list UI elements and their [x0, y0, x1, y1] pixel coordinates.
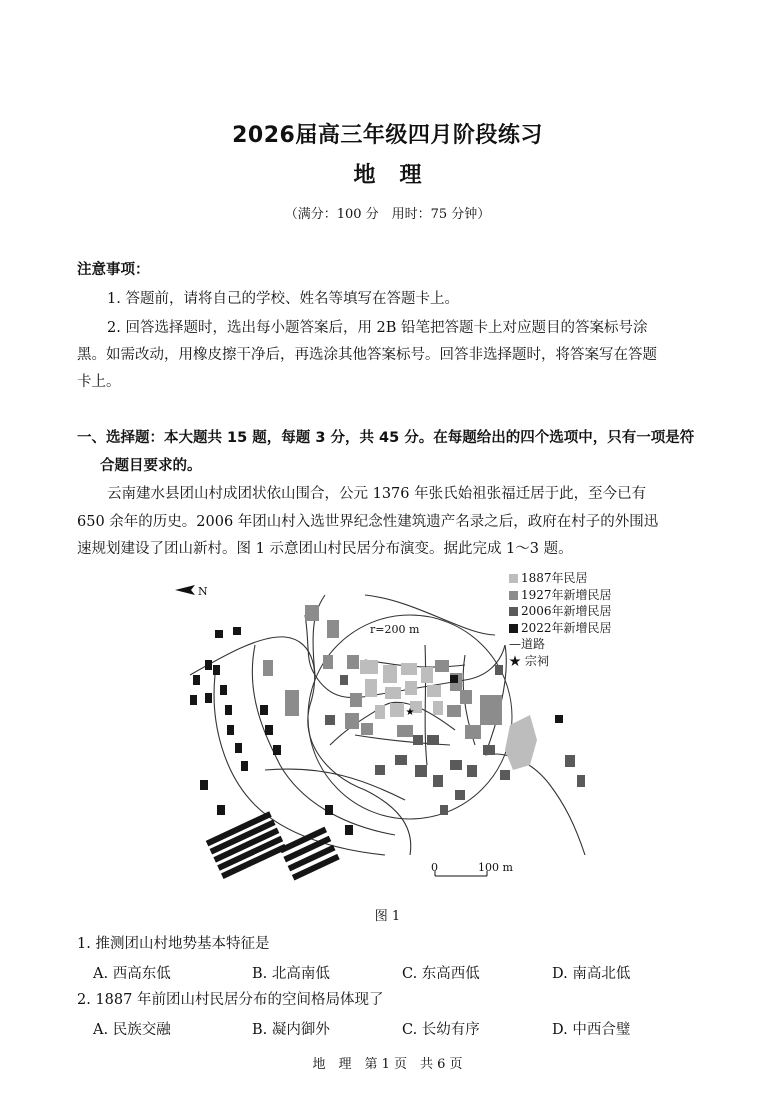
- temple-marker-icon: ★: [405, 707, 415, 718]
- notice-item-1: 1. 答题前，请将自己的学校、姓名等填写在答题卡上。: [107, 291, 459, 307]
- question-2-stem: 2. 1887 年前团山村民居分布的空间格局体现了: [77, 992, 384, 1008]
- notice-heading: 注意事项：: [77, 262, 150, 278]
- legend-label: 2022年新增民居: [521, 620, 612, 635]
- north-arrow-icon: [175, 585, 208, 598]
- figure-caption: 图 1: [374, 909, 401, 924]
- map-legend: [509, 570, 612, 669]
- exam-title: 2026届高三年级四月阶段练习: [232, 123, 543, 148]
- scale-end: 100 m: [478, 861, 513, 874]
- page-footer: 地 理 第 1 页 共 6 页: [312, 1057, 463, 1072]
- legend-item: [509, 587, 612, 604]
- notice-item-2-line-2: 黑。如需改动，用橡皮擦干净后，再选涂其他答案标号。回答非选择题时，将答案写在答题: [77, 347, 657, 363]
- question-1-option-a: A. 西高东低: [93, 966, 171, 982]
- subject-title: 地理: [353, 163, 446, 188]
- legend-item: [509, 603, 612, 620]
- legend-road: —道路: [509, 637, 546, 651]
- section-1-heading-line-2: 合题目要求的。: [100, 458, 202, 474]
- scale-zero: 0: [431, 861, 438, 874]
- legend-swatch: [509, 574, 518, 583]
- radius-label: r=200 m: [370, 623, 420, 636]
- question-2-option-b: B. 凝内御外: [252, 1022, 330, 1038]
- question-1-stem: 1. 推测团山村地势基本特征是: [77, 936, 270, 952]
- section-1-heading: 一、选择题：本大题共 15 题，每题 3 分，共 45 分。在每题给出的四个选项中，只有一项是符: [77, 430, 695, 446]
- question-2-option-d: D. 中西合璧: [552, 1022, 631, 1038]
- legend-swatch: [509, 607, 518, 616]
- question-2-option-c: C. 长幼有序: [402, 1022, 480, 1038]
- legend-item: [509, 570, 612, 587]
- legend-label: 2006年新增民居: [521, 604, 612, 618]
- passage-line-1: 云南建水县团山村成团状依山围合，公元 1376 年张氏始祖张福迁居于此，至今已有: [107, 486, 647, 502]
- legend-label: 1887年民居: [521, 571, 588, 585]
- legend-label: 1927年新增民居: [521, 587, 612, 602]
- passage-line-3: 速规划建设了团山新村。图 1 示意团山村民居分布演变。据此完成 1～3 题。: [77, 541, 573, 557]
- question-1-option-d: D. 南高北低: [552, 966, 631, 982]
- north-label: N: [198, 585, 208, 598]
- legend-item: [509, 620, 612, 637]
- legend-swatch: [509, 624, 518, 633]
- passage-line-2: 650 余年的历史。2006 年团山村入选世界纪念性建筑遗产名录之后，政府在村子的外围迅: [77, 514, 659, 530]
- question-1-option-c: C. 东高西低: [402, 966, 480, 982]
- question-1-option-b: B. 北高南低: [252, 966, 330, 982]
- question-2-option-a: A. 民族交融: [93, 1022, 171, 1038]
- legend-temple: ★ 宗祠: [509, 653, 549, 668]
- notice-item-2-line-3: 卡上。: [77, 374, 121, 390]
- exam-meta: （满分：100 分 用时：75 分钟）: [284, 207, 491, 222]
- scale-bar: [431, 861, 513, 876]
- notice-item-2-line-1: 2. 回答选择题时，选出每小题答案后，用 2B 铅笔把答题卡上对应题目的答案标号涂: [107, 320, 648, 336]
- legend-swatch: [509, 591, 518, 600]
